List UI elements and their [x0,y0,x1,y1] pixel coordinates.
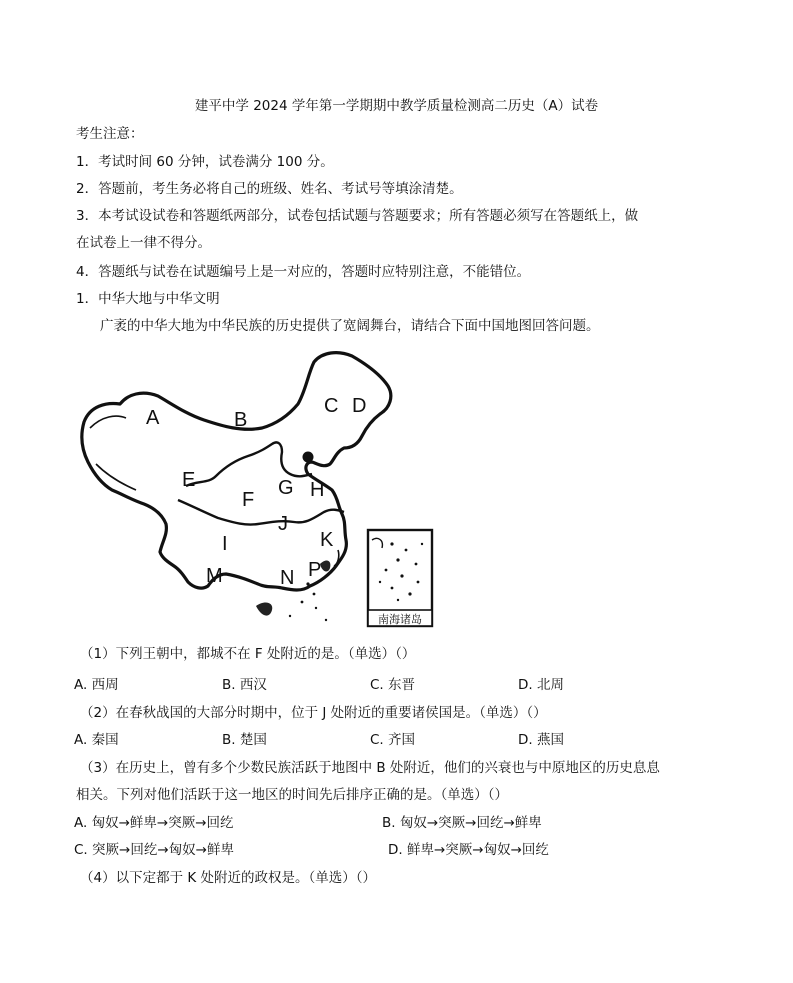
section-intro: 广袤的中华大地为中华民族的历史提供了宽阔舞台，请结合下面中国地图回答问题。 [100,318,600,334]
map-label: K [320,529,334,551]
yangtze-river [178,500,344,525]
section-heading: 1．中华大地与中华文明 [76,291,220,307]
option-b[interactable]: B. 楚国 [222,732,267,748]
map-label: C [324,395,339,417]
map-label: H [310,479,325,501]
option-d[interactable]: D. 鲜卑→突厥→匈奴→回纥 [388,842,549,858]
question-stem: （4）以下定都于 K 处附近的政权是。（单选）（） [80,870,377,886]
map-label: B [234,409,248,431]
option-a[interactable]: A. 匈奴→鲜卑→突厥→回纥 [74,815,234,831]
question-stem: （2）在春秋战国的大部分时期中，位于 J 处附近的重要诸侯国是。（单选）（） [80,705,547,721]
notice-heading: 考生注意： [76,126,144,142]
map-label: N [280,567,295,589]
option-c[interactable]: C. 突厥→回纥→匈奴→鲜卑 [74,842,234,858]
exam-title: 建平中学 2024 学年第一学期期中教学质量检测高二历史（A）试卷 [194,98,599,114]
question-stem-continued: 相关。下列对他们活跃于这一地区的时间先后排序正确的是。（单选）（） [76,787,508,803]
map-label: P [308,559,322,581]
notice-item: 2．答题前，考生务必将自己的班级、姓名、考试号等填涂清楚。 [76,181,463,197]
question-stem: （3）在历史上，曾有多个少数民族活跃于地图中 B 处附近，他们的兴衰也与中原地区的历史息息 [80,760,660,776]
map-label: F [242,489,255,511]
notice-item: 1．考试时间 60 分钟，试卷满分 100 分。 [76,154,334,170]
option-a[interactable]: A. 西周 [74,677,119,693]
option-d[interactable]: D. 北周 [518,677,564,693]
question-stem: （1）下列王朝中，都城不在 F 处附近的是。（单选）（） [80,646,416,662]
map-label: E [182,469,196,491]
map-label: A [146,407,160,429]
china-outline [82,353,391,590]
capital-marker [303,452,314,463]
notice-item: 4．答题纸与试卷在试题编号上是一对应的，答题时应特别注意，不能错位。 [76,264,531,280]
map-label: M [206,565,223,587]
notice-item: 3．本考试设试卷和答题纸两部分，试卷包括试题与答题要求；所有答题必须写在答题纸上，做 [76,208,639,224]
china-map [76,344,442,634]
option-b[interactable]: B. 匈奴→突厥→回纥→鲜卑 [382,815,542,831]
inset-label: 南海诸岛 [378,613,422,626]
option-d[interactable]: D. 燕国 [518,732,564,748]
option-c[interactable]: C. 东晋 [370,677,416,693]
notice-item: 在试卷上一律不得分。 [76,235,211,251]
map-label: D [352,395,367,417]
map-label: G [278,477,294,499]
option-c[interactable]: C. 齐国 [370,732,416,748]
map-label: I [222,533,228,555]
map-label: J [278,513,288,535]
south-china-sea-inset [368,530,432,626]
option-a[interactable]: A. 秦国 [74,732,119,748]
option-b[interactable]: B. 西汉 [222,677,267,693]
